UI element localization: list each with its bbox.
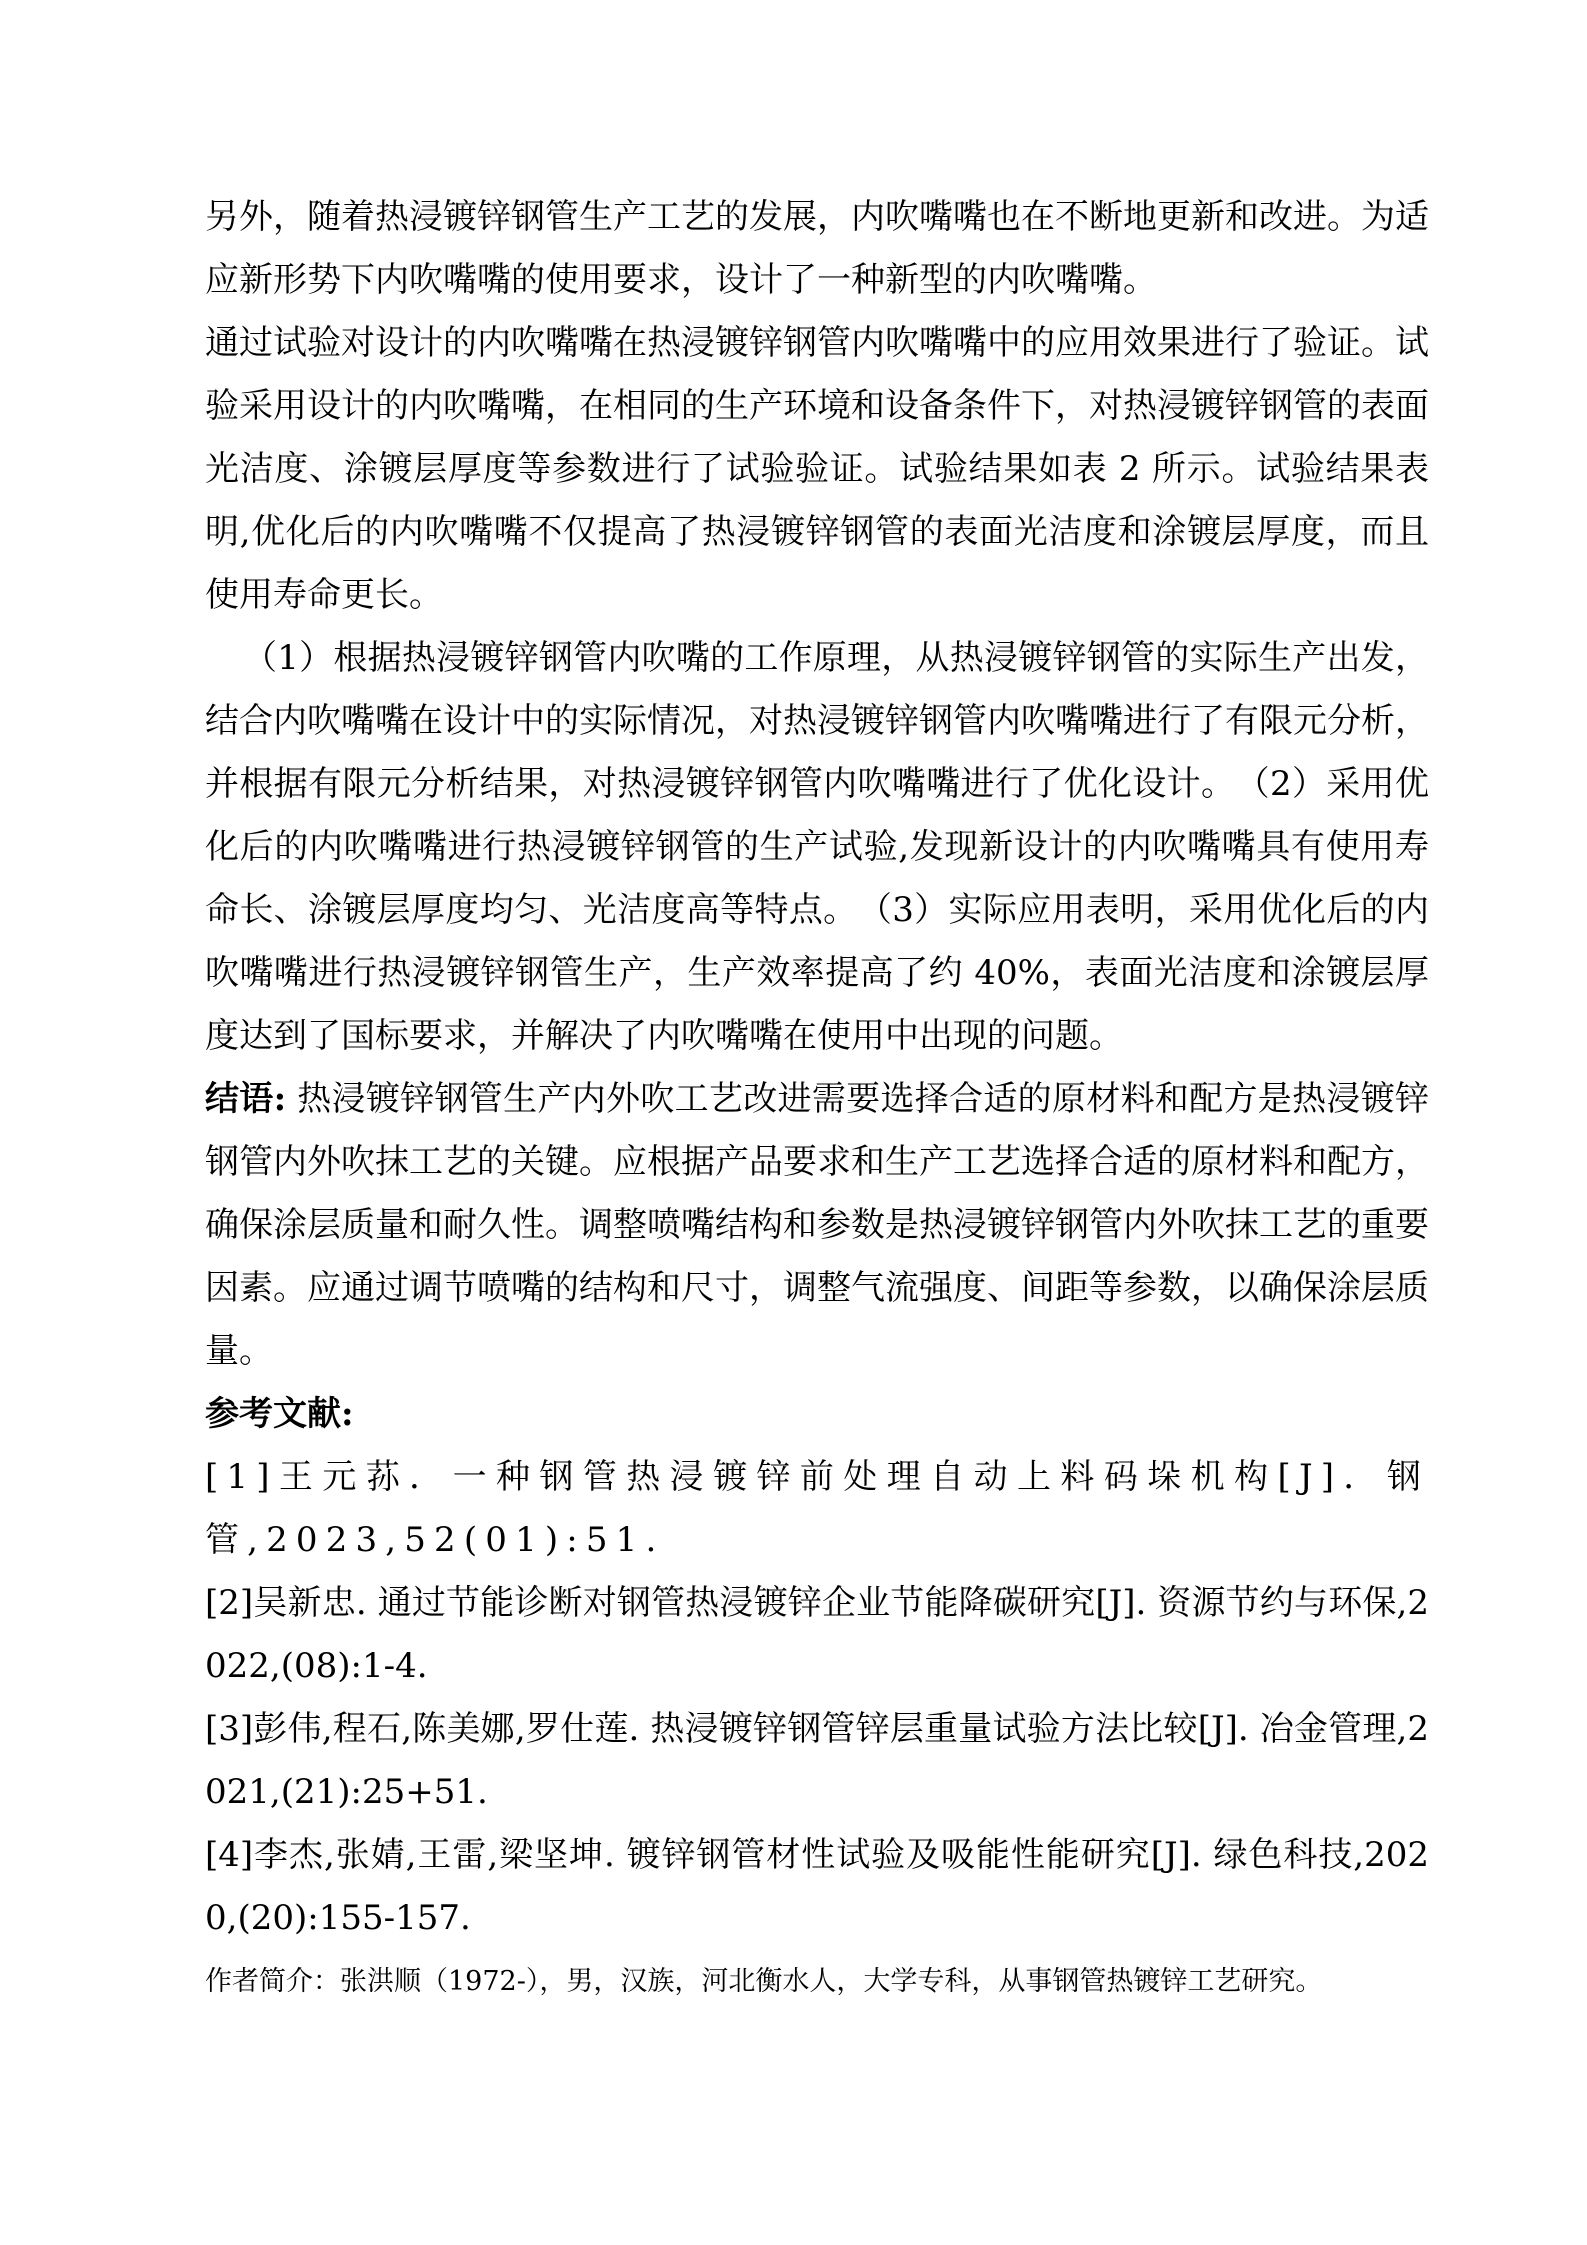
- paragraph-intro: 另外，随着热浸镀锌钢管生产工艺的发展，内吹嘴嘴也在不断地更新和改进。为适应新形势下内吹嘴嘴的使用要求，设计了一种新型的内吹嘴嘴。: [205, 197, 1429, 300]
- paragraph-findings: （1）根据热浸镀锌钢管内吹嘴的工作原理，从热浸镀锌钢管的实际生产出发，结合内吹嘴嘴在设计中的实际情况，对热浸镀锌钢管内吹嘴嘴进行了有限元分析，并根据有限元分析结果，对热浸镀锌钢管内吹嘴嘴进行了优化设计。 （2）采用优化后的内吹嘴嘴进行热浸镀锌钢管的生产试验,发现新设计的内吹嘴嘴具有使用寿命长、涂镀层厚度均匀、光洁度高等特点。 （3）实际应用表明，采用优化后的内吹嘴嘴进行热浸镀锌钢管生产，生产效率提高了约 40%，表面光洁度和涂镀层厚度达到了国标要求，并解决了内吹嘴嘴在使用中出现的问题。: [205, 638, 1429, 1056]
- references-heading: 参考文献:: [205, 1394, 354, 1434]
- reference-item-3: [3]彭伟,程石,陈美娜,罗仕莲. 热浸镀锌钢管锌层重量试验方法比较[J]. 冶金管理,2021,(21):25+51.: [205, 1709, 1429, 1812]
- reference-item-1: [1]王元荪．一种钢管热浸镀锌前处理自动上料码垛机构[J]．钢管,2023,52(01):51.: [205, 1457, 1429, 1560]
- conclusion-text: 热浸镀锌钢管生产内外吹工艺改进需要选择合适的原材料和配方是热浸镀锌钢管内外吹抹工艺的关键。应根据产品要求和生产工艺选择合适的原材料和配方，确保涂层质量和耐久性。调整喷嘴结构和参数是热浸镀锌钢管内外吹抹工艺的重要因素。应通过调节喷嘴的结构和尺寸，调整气流强度、间距等参数，以确保涂层质量。: [205, 1079, 1429, 1371]
- reference-item-4: [4]李杰,张婧,王雷,梁坚坤. 镀锌钢管材性试验及吸能性能研究[J]. 绿色科技,2020,(20):155-157.: [205, 1835, 1429, 1938]
- paragraph-conclusion: [205, 1068, 1429, 1383]
- author-note: 作者简介：张洪顺（1972-），男，汉族，河北衡水人，大学专科，从事钢管热镀锌工艺研究。: [205, 1966, 1323, 1997]
- conclusion-label: 结语:: [205, 1079, 287, 1119]
- reference-item-2: [2]吴新忠. 通过节能诊断对钢管热浸镀锌企业节能降碳研究[J]. 资源节约与环保,2022,(08):1-4.: [205, 1583, 1429, 1686]
- paragraph-experiment: 通过试验对设计的内吹嘴嘴在热浸镀锌钢管内吹嘴嘴中的应用效果进行了验证。试验采用设计的内吹嘴嘴，在相同的生产环境和设备条件下，对热浸镀锌钢管的表面光洁度、涂镀层厚度等参数进行了试验验证。试验结果如表 2 所示。试验结果表明,优化后的内吹嘴嘴不仅提高了热浸镀锌钢管的表面光洁度和涂镀层厚度，而且使用寿命更长。: [205, 323, 1429, 615]
